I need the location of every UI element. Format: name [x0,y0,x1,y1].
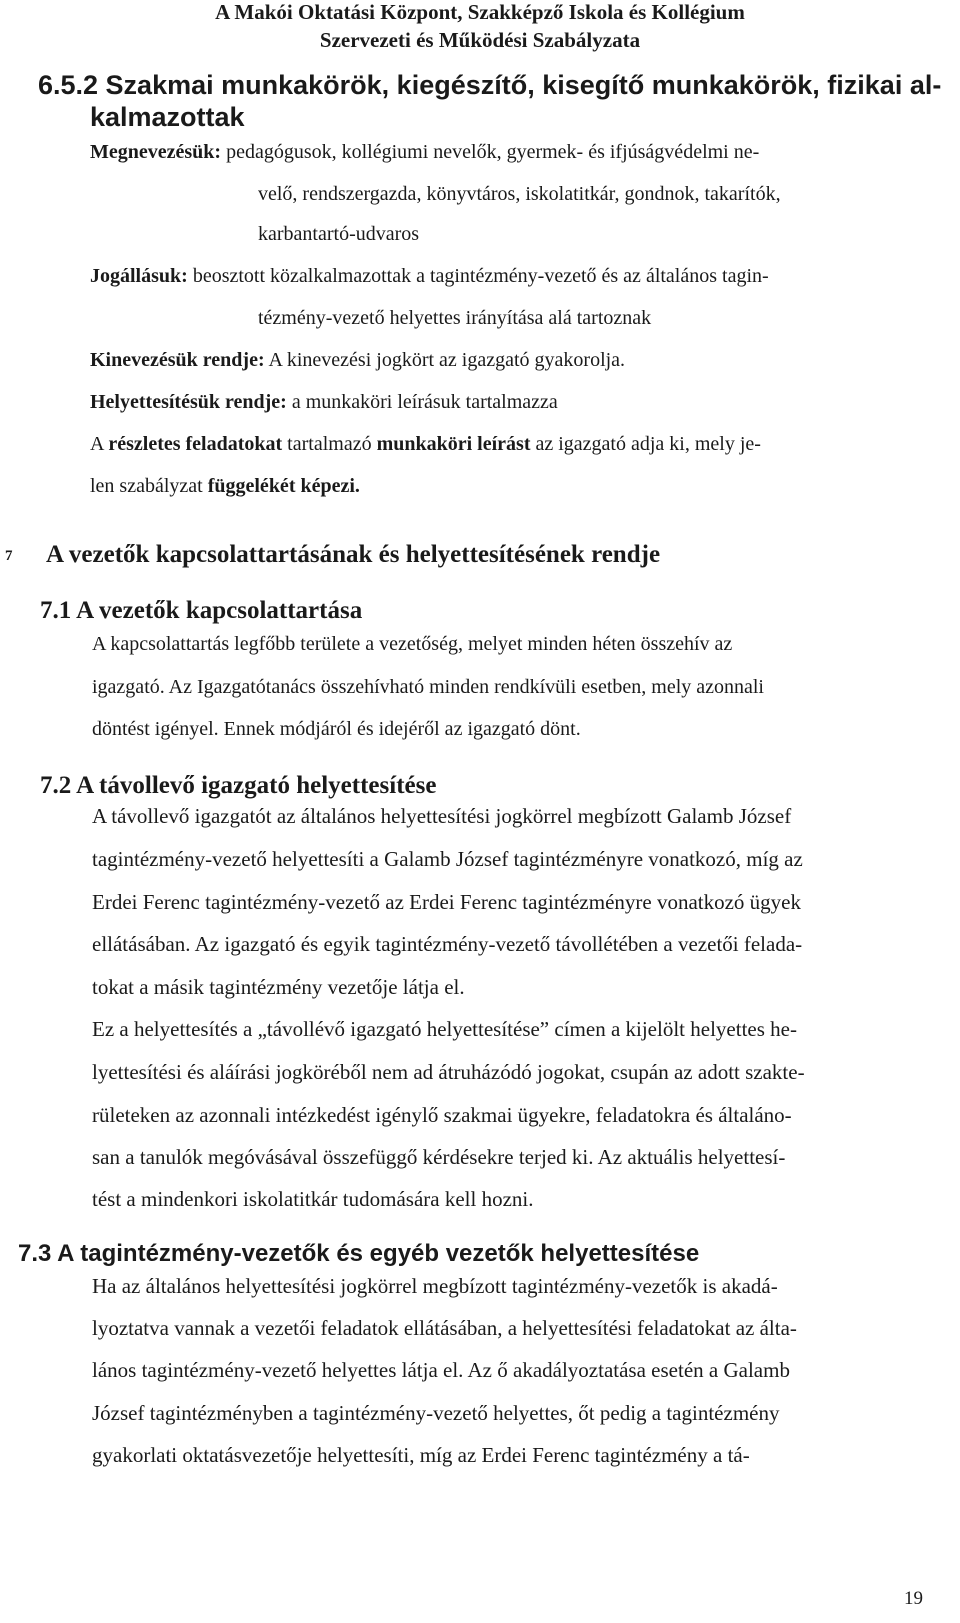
section-7-1-line-1: A kapcsolattartás legfőbb területe a vezetőség, melyet minden héten összehív az [92,633,733,655]
section-7-2-line-9: san a tanulók megóvásával összefüggő kérdésekre terjed ki. Az aktuális helyettesí- [92,1145,786,1169]
helyettesites-text: a munkaköri leírásuk tartalmazza [291,391,558,413]
page-number: 19 [904,1588,923,1609]
section-7-3-line-5: gyakorlati oktatásvezetője helyettesíti, míg az Erdei Ferenc tagintézmény a tá- [92,1443,750,1467]
section-7-3-line-1: Ha az általános helyettesítési jogkörrel megbízott tagintézmény-vezetők is akadá- [92,1274,778,1298]
reszletes-text-d: len szabályzat [90,475,208,497]
megnevezes-text-1: pedagógusok, kollégiumi nevelők, gyermek- és ifjúságvédelmi ne- [226,141,760,163]
section-6-5-2-title-line2: kalmazottak [90,102,245,132]
jogallas-row [90,265,769,288]
section-7-2-line-3: Erdei Ferenc tagintézmény-vezető az Erdei Ferenc tagintézményre vonatkozó ügyek [92,890,802,914]
reszletes-bold-c: függelékét képezi. [207,475,360,497]
reszletes-text-a: A [90,433,109,455]
jogallas-text-1: beosztott közalkalmazottak a tagintézmény-vezető és az általános tagin- [192,265,769,287]
section-7-2-line-7: lyettesítési és aláírási jogköréből nem ad átruházódó jogokat, csupán az adott szakte- [92,1060,805,1084]
section-7-1-title: 7.1 A vezetők kapcsolattartása [40,597,363,624]
megnevezes-label: Megnevezésük: [90,141,222,163]
section-7-2-line-6: Ez a helyettesítés a „távollévő igazgató helyettesítése” címen a kijelölt helyettes he- [92,1017,797,1041]
megnevezes-text-3: karbantartó-udvaros [258,223,420,245]
section-7-2-line-5: tokat a másik tagintézmény vezetője látja el. [92,975,465,999]
section-7-3-line-2: lyoztatva vannak a vezetői feladatok ellátásában, a helyettesítési feladatokat az álta- [92,1316,797,1340]
megnevezes-row [90,141,759,164]
megnevezes-text-2: velő, rendszergazda, könyvtáros, iskolatitkár, gondnok, takarítók, [258,183,781,205]
section-7-2-line-2: tagintézmény-vezető helyettesíti a Galamb József tagintézményre vonatkozó, míg az [92,847,803,871]
section-7-2-line-1: A távollevő igazgatót az általános helyettesítési jogkörrel megbízott Galamb József [92,804,792,828]
section-7-3-line-4: József tagintézményben a tagintézmény-vezető helyettes, őt pedig a tagintézmény [92,1401,780,1425]
section-7-1-line-3: döntést igényel. Ennek módjáról és idejéről az igazgató dönt. [92,718,581,740]
section-7-title: A vezetők kapcsolattartásának és helyettesítésének rendje [46,541,661,568]
section-7-1-line-2: igazgató. Az Igazgatótanács összehívható minden rendkívüli esetben, mely azonnali [92,676,764,698]
reszletes-line-2 [90,475,360,498]
reszletes-text-c: az igazgató adja ki, mely je- [530,433,761,455]
section-7-3-title: 7.3 A tagintézmény-vezetők és egyéb vezetők helyettesítése [18,1240,700,1267]
kinevezes-row [90,349,625,372]
kinevezes-text: A kinevezési jogkört az igazgató gyakorolja. [268,349,626,371]
section-7-number: 7 [5,548,13,564]
jogallas-text-2: tézmény-vezető helyettes irányítása alá tartoznak [258,307,652,329]
section-7-3-line-3: lános tagintézmény-vezető helyettes látja el. Az ő akadályoztatása esetén a Galamb [92,1358,790,1382]
section-7-2-title: 7.2 A távollevő igazgató helyettesítése [40,772,437,799]
helyettesites-row [90,391,558,414]
reszletes-text-b: tartalmazó [282,433,377,455]
reszletes-bold-a: részletes feladatokat [108,433,283,455]
section-7-2-line-8: rületeken az azonnali intézkedést igénylő szakmai ügyekre, feladatokra és általáno- [92,1103,792,1127]
reszletes-line-1 [90,433,761,456]
header-line-1: A Makói Oktatási Központ, Szakképző Iskola és Kollégium [215,0,745,24]
section-6-5-2-title-line1: 6.5.2 Szakmai munkakörök, kiegészítő, kisegítő munkakörök, fizikai al- [38,70,942,100]
helyettesites-label: Helyettesítésük rendje: [90,391,287,413]
jogallas-label: Jogállásuk: [90,265,188,287]
kinevezes-label: Kinevezésük rendje: [90,349,265,371]
section-7-2-line-10: tést a mindenkori iskolatitkár tudomására kell hozni. [92,1187,534,1211]
reszletes-bold-b: munkaköri leírást [376,433,531,455]
header-line-2: Szervezeti és Működési Szabályzata [319,28,641,52]
section-7-2-line-4: ellátásában. Az igazgató és egyik tagintézmény-vezető távollétében a vezetői felada- [92,932,803,956]
